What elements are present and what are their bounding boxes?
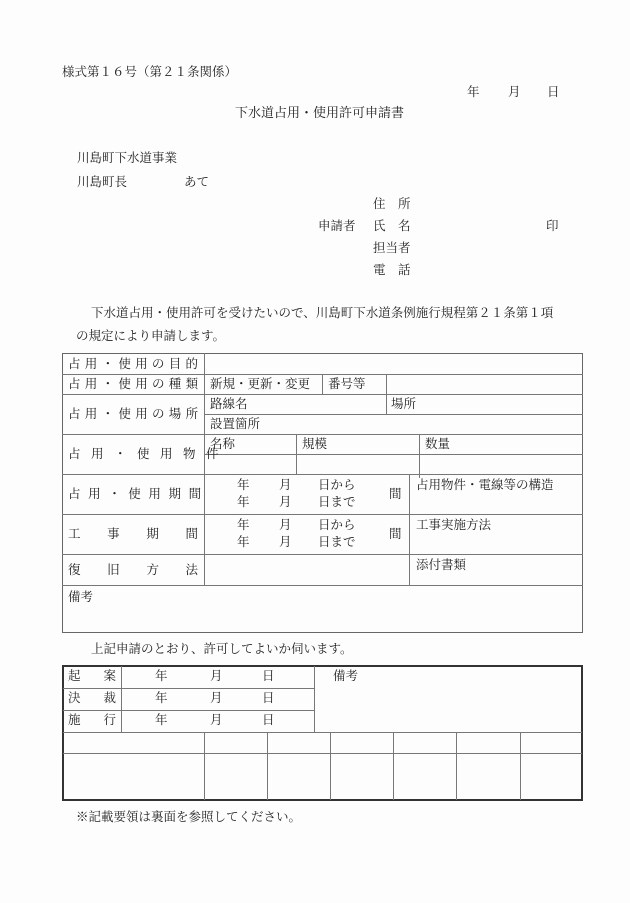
remarks-label: 備考 — [68, 589, 94, 604]
page-title: 下水道占用・使用許可申請書 — [235, 106, 405, 121]
structure-label: 占用物件・電線等の構造 — [416, 477, 554, 492]
seal-mark: 印 — [546, 218, 559, 233]
name-label: 氏 名 — [373, 218, 411, 233]
work-period-to-month: 月 — [279, 534, 292, 549]
enforcement-day: 日 — [262, 712, 275, 727]
recipient-suffix: あて — [184, 174, 210, 189]
enforcement-label: 施 行 — [68, 712, 116, 727]
work-period-to-year: 年 — [237, 534, 250, 549]
approval-remarks-label: 備考 — [333, 668, 359, 683]
work-method-label: 工事実施方法 — [416, 517, 492, 532]
property-quantity-label: 数量 — [425, 436, 451, 451]
draft-year: 年 — [155, 668, 168, 683]
use-period-from-day: 日から — [318, 477, 356, 492]
date-month: 月 — [508, 84, 521, 99]
form-number: 様式第１６号（第２１条関係） — [62, 64, 238, 79]
installation-site-label: 設置箇所 — [210, 416, 261, 431]
use-period-to-year: 年 — [237, 494, 250, 509]
use-period-label: 占用・使用期間 — [68, 486, 209, 501]
applicant-label: 申請者 — [318, 218, 356, 233]
use-period-from-year: 年 — [237, 477, 250, 492]
enforcement-month: 月 — [210, 712, 223, 727]
work-period-from-month: 月 — [279, 517, 292, 532]
work-period-from-day: 日から — [318, 517, 356, 532]
route-name-label: 路線名 — [210, 396, 248, 411]
use-period-duration: 間 — [389, 486, 402, 501]
attachments-label: 添付書類 — [416, 557, 467, 572]
date-year: 年 — [467, 84, 480, 99]
body-text-line1: 下水道占用・使用許可を受けたいので、川島町下水道条例施行規程第２１条第１項 — [91, 305, 554, 320]
number-field[interactable] — [390, 378, 580, 392]
use-period-from-month: 月 — [279, 477, 292, 492]
work-period-to-day: 日まで — [318, 534, 356, 549]
recipient-line2: 川島町長 — [77, 174, 128, 189]
contact-person-label: 担当者 — [373, 240, 411, 255]
number-label: 番号等 — [328, 376, 366, 391]
type-options[interactable]: 新規・更新・変更 — [210, 376, 311, 391]
body-text-line2: の規定により申請します。 — [76, 328, 226, 343]
work-period-duration: 間 — [389, 526, 402, 541]
property-scale-label: 規模 — [302, 436, 328, 451]
approval-text: 上記申請のとおり、許可してよいか伺います。 — [91, 641, 353, 656]
recipient-line1: 川島町下水道事業 — [77, 150, 178, 165]
property-label: 占用・使用物件 — [68, 446, 230, 461]
purpose-label: 占 用 ・ 使 用 の 目 的 — [68, 356, 198, 371]
draft-label: 起 案 — [68, 668, 116, 683]
draft-month: 月 — [210, 668, 223, 683]
enforcement-year: 年 — [155, 712, 168, 727]
place-label: 場所 — [391, 396, 417, 411]
decision-month: 月 — [210, 690, 223, 705]
decision-year: 年 — [155, 690, 168, 705]
decision-day: 日 — [262, 690, 275, 705]
footnote: ※記載要領は裏面を参照してください。 — [76, 809, 302, 824]
work-period-from-year: 年 — [237, 517, 250, 532]
purpose-field[interactable] — [210, 358, 580, 372]
date-day: 日 — [547, 84, 560, 99]
restoration-label: 復 旧 方 法 — [68, 562, 198, 577]
type-label: 占用・使用の種類 — [68, 376, 203, 391]
address-label: 住 所 — [373, 196, 411, 211]
phone-label: 電 話 — [373, 262, 411, 277]
work-period-label: 工 事 期 間 — [68, 526, 198, 541]
use-period-to-day: 日まで — [318, 494, 356, 509]
decision-label: 決 裁 — [68, 690, 116, 705]
draft-day: 日 — [262, 668, 275, 683]
property-name-label: 名称 — [210, 436, 236, 451]
location-label: 占用・使用の場所 — [68, 406, 203, 421]
use-period-to-month: 月 — [279, 494, 292, 509]
